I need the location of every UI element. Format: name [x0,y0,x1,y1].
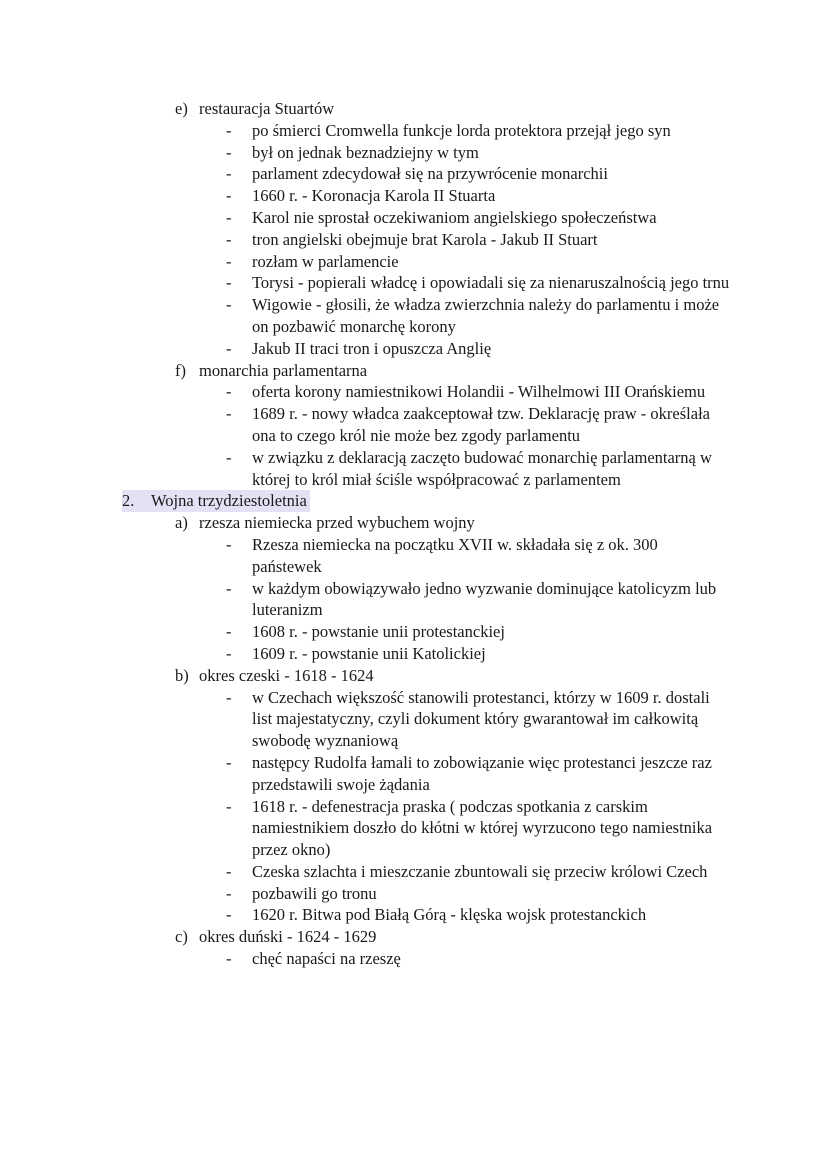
bullet-text: 1620 r. Bitwa pod Białą Górą - klęska wojsk protestanckich [252,905,647,925]
bullet-item [0,883,730,905]
bullet-item [0,534,730,578]
bullet-item [0,447,730,491]
bullet-dash: - [226,883,232,903]
section-letter: c) [175,927,188,947]
section-title: okres duński - 1624 - 1629 [199,927,377,947]
section-title: restauracja Stuartów [199,99,335,118]
bullet-item [0,796,730,861]
section-letter: b) [175,665,189,685]
section-letter: e) [175,99,188,118]
bullet-dash: - [226,447,232,467]
bullet-dash: - [226,295,232,315]
bullet-text: pozbawili go tronu [252,883,377,903]
section-title: rzesza niemiecka przed wybuchem wojny [199,513,475,533]
bullet-text: 1689 r. - nowy władca zaakceptował tzw. Deklarację praw - określała ona to czego król nie może bez zgody parlamentu [252,404,710,445]
bullet-text: w każdym obowiązywało jedno wyzwanie dominujące katolicyzm lub luteranizm [252,578,717,620]
bullet-text: w związku z deklaracją zaczęto budować monarchię parlamentarną w której to król miał ściśle współpracować z parlamentem [252,447,712,489]
bullet-list [0,948,828,970]
bullet-text: Wigowie - głosili, że władza zwierzchnia należy do parlamentu i może on pozbawić monarchę korony [252,295,720,336]
section-item [175,360,828,382]
bullet-dash: - [226,905,232,925]
bullet-item [0,272,730,294]
bullet-dash: - [226,273,232,293]
bullet-text: rozłam w parlamencie [252,251,399,271]
bullet-text: w Czechach większość stanowili protestanci, którzy w 1609 r. dostali list majestatyczny, czyli dokument który gwarantował im całkowitą swobodę wyznaniową [252,687,710,751]
bullet-item [0,381,730,403]
bullet-item [0,163,730,185]
bullet-dash: - [226,338,232,358]
bullet-text: 1618 r. - defenestracja praska ( podczas spotkania z carskim namiestnikiem doszło do kłótni w której wyrzucono tego namiestnika przez okno) [252,796,713,860]
bullet-text: następcy Rudolfa łamali to zobowiązanie więc protestanci jeszcze raz przedstawili swoje żądania [252,752,712,794]
main-heading-number: 2. [122,491,135,511]
bullet-item [0,687,730,752]
section-item [175,926,828,948]
section-heading [175,98,828,120]
sections-before-heading [0,98,828,490]
bullet-item [0,403,730,447]
bullet-dash: - [226,949,232,969]
bullet-text: Torysi - popierali władcę i opowiadali się za nienaruszalnością jego trnu [252,273,730,293]
bullet-dash: - [226,404,232,424]
section-heading [175,512,828,534]
section-title: monarchia parlamentarna [199,360,368,380]
bullet-text: po śmierci Cromwella funkcje lorda protektora przejął jego syn [252,120,671,140]
bullet-text: Czeska szlachta i mieszczanie zbuntowali się przeciw królowi Czech [252,861,708,881]
bullet-dash: - [226,207,232,227]
bullet-text: 1660 r. - Koronacja Karola II Stuarta [252,186,496,206]
bullet-item [0,294,730,338]
bullet-text: Rzesza niemiecka na początku XVII w. składała się z ok. 300 państewek [252,534,658,576]
bullet-list [0,120,828,360]
bullet-item [0,142,730,164]
section-item [175,512,828,534]
bullet-dash: - [226,251,232,271]
bullet-item [0,948,730,970]
bullet-text: tron angielski obejmuje brat Karola - Jakub II Stuart [252,229,598,249]
bullet-text: był on jednak beznadziejny w tym [252,142,479,162]
bullet-item [0,120,730,142]
bullet-dash: - [226,229,232,249]
bullet-dash: - [226,752,232,772]
bullet-dash: - [226,534,232,554]
bullet-item [0,621,730,643]
bullet-item [0,643,730,665]
bullet-text: Karol nie sprostał oczekiwaniom angielskiego społeczeństwa [252,207,657,227]
bullet-dash: - [226,861,232,881]
bullet-item [0,185,730,207]
bullet-dash: - [226,164,232,184]
bullet-dash: - [226,796,232,816]
bullet-item [0,752,730,796]
bullet-dash: - [226,142,232,162]
bullet-dash: - [226,382,232,402]
bullet-item [0,904,730,926]
sections-after-heading [0,512,828,970]
bullet-item [0,578,730,622]
bullet-dash: - [226,578,232,598]
bullet-dash: - [226,186,232,206]
bullet-dash: - [226,622,232,642]
bullet-text: 1608 r. - powstanie unii protestanckiej [252,622,505,642]
bullet-dash: - [226,643,232,663]
bullet-text: 1609 r. - powstanie unii Katolickiej [252,643,486,663]
bullet-list [0,687,828,927]
bullet-item [0,338,730,360]
bullet-text: parlament zdecydował się na przywrócenie monarchii [252,164,608,184]
section-heading [175,360,828,382]
section-letter: a) [175,513,188,533]
main-heading [122,490,828,512]
bullet-item [0,251,730,273]
bullet-item [0,861,730,883]
section-title: okres czeski - 1618 - 1624 [199,665,374,685]
bullet-item [0,207,730,229]
section-heading [175,665,828,687]
bullet-dash: - [226,687,232,707]
bullet-list [0,381,828,490]
bullet-text: chęć napaści na rzeszę [252,949,401,969]
main-heading-highlight [122,490,310,512]
bullet-list [0,534,828,665]
section-letter: f) [175,360,186,380]
bullet-item [0,229,730,251]
section-item [175,98,828,120]
bullet-dash: - [226,120,232,140]
main-heading-title: Wojna trzydziestoletnia [151,491,307,511]
bullet-text: Jakub II traci tron i opuszcza Anglię [252,338,492,358]
section-heading [175,926,828,948]
bullet-text: oferta korony namiestnikowi Holandii - Wilhelmowi III Orańskiemu [252,382,706,402]
section-item [175,665,828,687]
